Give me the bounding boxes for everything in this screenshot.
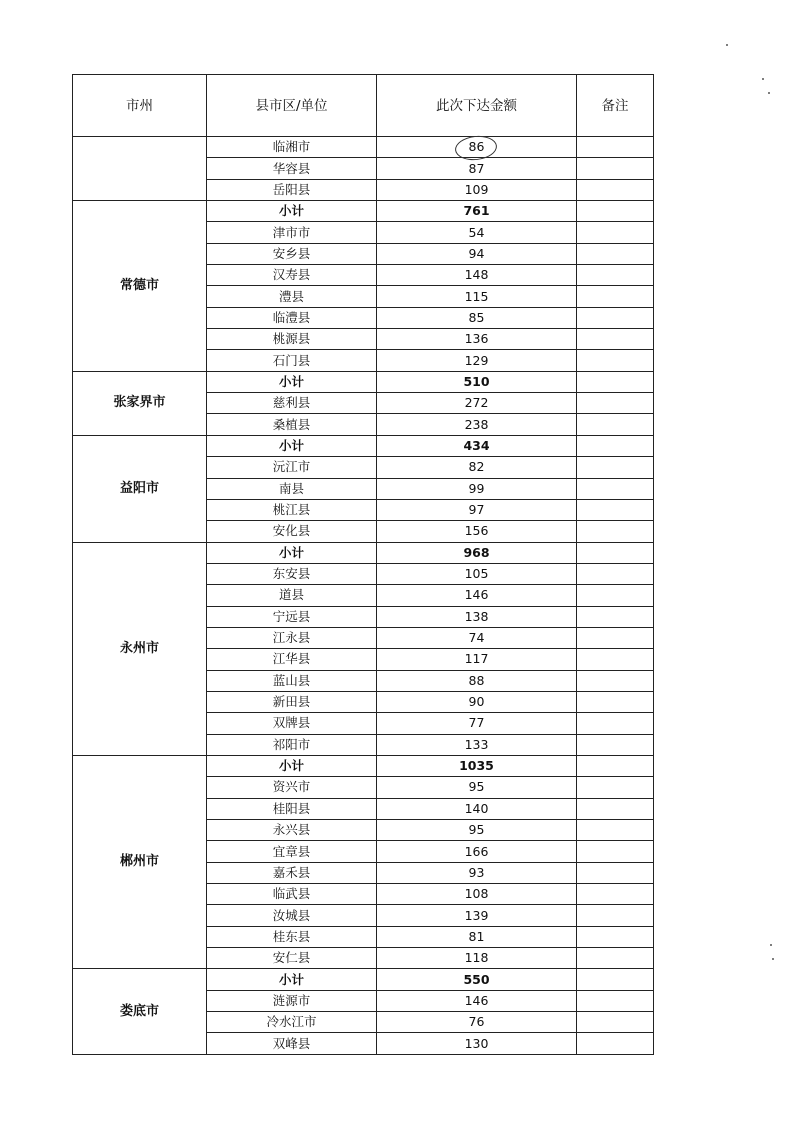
note-cell <box>577 307 654 328</box>
subtotal-row <box>73 371 654 392</box>
subtotal-amount: 1035 <box>377 755 577 776</box>
note-cell <box>577 201 654 222</box>
note-cell <box>577 734 654 755</box>
amount-cell: 54 <box>377 222 577 243</box>
county-name: 宁远县 <box>207 606 377 627</box>
subtotal-row <box>73 755 654 776</box>
county-name: 临湘市 <box>207 137 377 158</box>
county-name: 津市市 <box>207 222 377 243</box>
note-cell <box>577 820 654 841</box>
city-cell <box>73 201 207 372</box>
amount-cell: 109 <box>377 179 577 200</box>
amount-cell: 93 <box>377 862 577 883</box>
note-cell <box>577 350 654 371</box>
subtotal-amount: 968 <box>377 542 577 563</box>
note-cell <box>577 158 654 179</box>
scan-speck <box>772 958 774 960</box>
county-name: 蓝山县 <box>207 670 377 691</box>
note-cell <box>577 393 654 414</box>
scan-speck <box>726 44 728 46</box>
note-cell <box>577 862 654 883</box>
note-cell <box>577 329 654 350</box>
amount-cell: 87 <box>377 158 577 179</box>
table-body <box>73 137 654 1055</box>
note-cell <box>577 755 654 776</box>
subtotal-row <box>73 435 654 456</box>
amount-cell: 95 <box>377 777 577 798</box>
county-name: 慈利县 <box>207 393 377 414</box>
county-name: 双峰县 <box>207 1033 377 1054</box>
city-name: 张家界市 <box>113 395 166 411</box>
amount-cell: 148 <box>377 265 577 286</box>
amount-cell: 77 <box>377 713 577 734</box>
county-name: 汉寿县 <box>207 265 377 286</box>
amount-cell: 117 <box>377 649 577 670</box>
county-name: 安乡县 <box>207 243 377 264</box>
note-cell <box>577 286 654 307</box>
note-cell <box>577 606 654 627</box>
county-name: 冷水江市 <box>207 1012 377 1033</box>
amount-cell: 74 <box>377 627 577 648</box>
subtotal-label: 小计 <box>207 755 377 776</box>
allocation-table <box>72 74 654 1055</box>
amount-cell: 85 <box>377 307 577 328</box>
scan-speck <box>762 78 764 80</box>
note-cell <box>577 265 654 286</box>
county-name: 宜章县 <box>207 841 377 862</box>
county-name: 沅江市 <box>207 457 377 478</box>
county-name: 涟源市 <box>207 990 377 1011</box>
header-note: 备注 <box>577 75 654 137</box>
city-name: 益阳市 <box>119 480 159 496</box>
amount-cell: 94 <box>377 243 577 264</box>
note-cell <box>577 137 654 158</box>
note-cell <box>577 841 654 862</box>
note-cell <box>577 563 654 584</box>
note-cell <box>577 713 654 734</box>
county-name: 江永县 <box>207 627 377 648</box>
subtotal-row <box>73 542 654 563</box>
amount-cell: 108 <box>377 884 577 905</box>
note-cell <box>577 585 654 606</box>
note-cell <box>577 627 654 648</box>
amount-cell: 95 <box>377 820 577 841</box>
city-name: 常德市 <box>119 277 159 293</box>
amount-cell: 82 <box>377 457 577 478</box>
amount-cell: 130 <box>377 1033 577 1054</box>
county-name: 江华县 <box>207 649 377 670</box>
note-cell <box>577 243 654 264</box>
note-cell <box>577 478 654 499</box>
subtotal-label: 小计 <box>207 371 377 392</box>
city-cell <box>73 755 207 968</box>
subtotal-amount: 434 <box>377 435 577 456</box>
county-name: 桂阳县 <box>207 798 377 819</box>
city-name: 娄底市 <box>119 1003 159 1019</box>
county-name: 桑植县 <box>207 414 377 435</box>
header-unit: 县市区/单位 <box>207 75 377 137</box>
city-name: 郴州市 <box>119 854 159 870</box>
note-cell <box>577 884 654 905</box>
header-amount: 此次下达金额 <box>377 75 577 137</box>
amount-cell: 81 <box>377 926 577 947</box>
amount-cell: 90 <box>377 691 577 712</box>
county-name: 桃源县 <box>207 329 377 350</box>
county-name: 岳阳县 <box>207 179 377 200</box>
amount-cell: 136 <box>377 329 577 350</box>
city-cell <box>73 371 207 435</box>
note-cell <box>577 371 654 392</box>
county-name: 祁阳市 <box>207 734 377 755</box>
note-cell <box>577 777 654 798</box>
header-city: 市州 <box>73 75 207 137</box>
city-name: 永州市 <box>119 640 159 656</box>
county-name: 嘉禾县 <box>207 862 377 883</box>
note-cell <box>577 990 654 1011</box>
note-cell <box>577 1012 654 1033</box>
note-cell <box>577 1033 654 1054</box>
county-name: 永兴县 <box>207 820 377 841</box>
amount-cell: 156 <box>377 521 577 542</box>
amount-cell: 146 <box>377 585 577 606</box>
county-name: 双牌县 <box>207 713 377 734</box>
county-name: 桃江县 <box>207 499 377 520</box>
table-row <box>73 137 654 158</box>
note-cell <box>577 649 654 670</box>
amount-cell: 238 <box>377 414 577 435</box>
amount-cell: 105 <box>377 563 577 584</box>
scan-speck <box>770 944 772 946</box>
county-name: 石门县 <box>207 350 377 371</box>
subtotal-label: 小计 <box>207 435 377 456</box>
city-cell <box>73 542 207 755</box>
amount-cell: 129 <box>377 350 577 371</box>
county-name: 临武县 <box>207 884 377 905</box>
county-name: 资兴市 <box>207 777 377 798</box>
subtotal-label: 小计 <box>207 201 377 222</box>
note-cell <box>577 926 654 947</box>
county-name: 汝城县 <box>207 905 377 926</box>
county-name: 华容县 <box>207 158 377 179</box>
amount-cell: 86 <box>377 137 577 158</box>
county-name: 安化县 <box>207 521 377 542</box>
note-cell <box>577 542 654 563</box>
county-name: 东安县 <box>207 563 377 584</box>
subtotal-label: 小计 <box>207 969 377 990</box>
note-cell <box>577 798 654 819</box>
amount-cell: 99 <box>377 478 577 499</box>
amount-cell: 115 <box>377 286 577 307</box>
amount-cell: 97 <box>377 499 577 520</box>
county-name: 桂东县 <box>207 926 377 947</box>
header-row <box>73 75 654 137</box>
city-cell <box>73 969 207 1054</box>
note-cell <box>577 521 654 542</box>
subtotal-amount: 550 <box>377 969 577 990</box>
note-cell <box>577 499 654 520</box>
city-cell <box>73 435 207 542</box>
subtotal-row <box>73 969 654 990</box>
note-cell <box>577 691 654 712</box>
county-name: 南县 <box>207 478 377 499</box>
county-name: 安仁县 <box>207 948 377 969</box>
note-cell <box>577 670 654 691</box>
county-name: 新田县 <box>207 691 377 712</box>
subtotal-row <box>73 201 654 222</box>
amount-cell: 118 <box>377 948 577 969</box>
amount-cell: 138 <box>377 606 577 627</box>
note-cell <box>577 948 654 969</box>
note-cell <box>577 414 654 435</box>
note-cell <box>577 179 654 200</box>
amount-cell: 76 <box>377 1012 577 1033</box>
note-cell <box>577 222 654 243</box>
amount-cell: 139 <box>377 905 577 926</box>
amount-cell: 140 <box>377 798 577 819</box>
subtotal-amount: 761 <box>377 201 577 222</box>
note-cell <box>577 457 654 478</box>
amount-cell: 88 <box>377 670 577 691</box>
county-name: 澧县 <box>207 286 377 307</box>
amount-cell: 146 <box>377 990 577 1011</box>
amount-cell: 133 <box>377 734 577 755</box>
scan-speck <box>768 92 770 94</box>
subtotal-amount: 510 <box>377 371 577 392</box>
note-cell <box>577 905 654 926</box>
county-name: 道县 <box>207 585 377 606</box>
amount-cell: 166 <box>377 841 577 862</box>
county-name: 临澧县 <box>207 307 377 328</box>
amount-cell: 272 <box>377 393 577 414</box>
subtotal-label: 小计 <box>207 542 377 563</box>
city-cell <box>73 137 207 201</box>
note-cell <box>577 969 654 990</box>
note-cell <box>577 435 654 456</box>
